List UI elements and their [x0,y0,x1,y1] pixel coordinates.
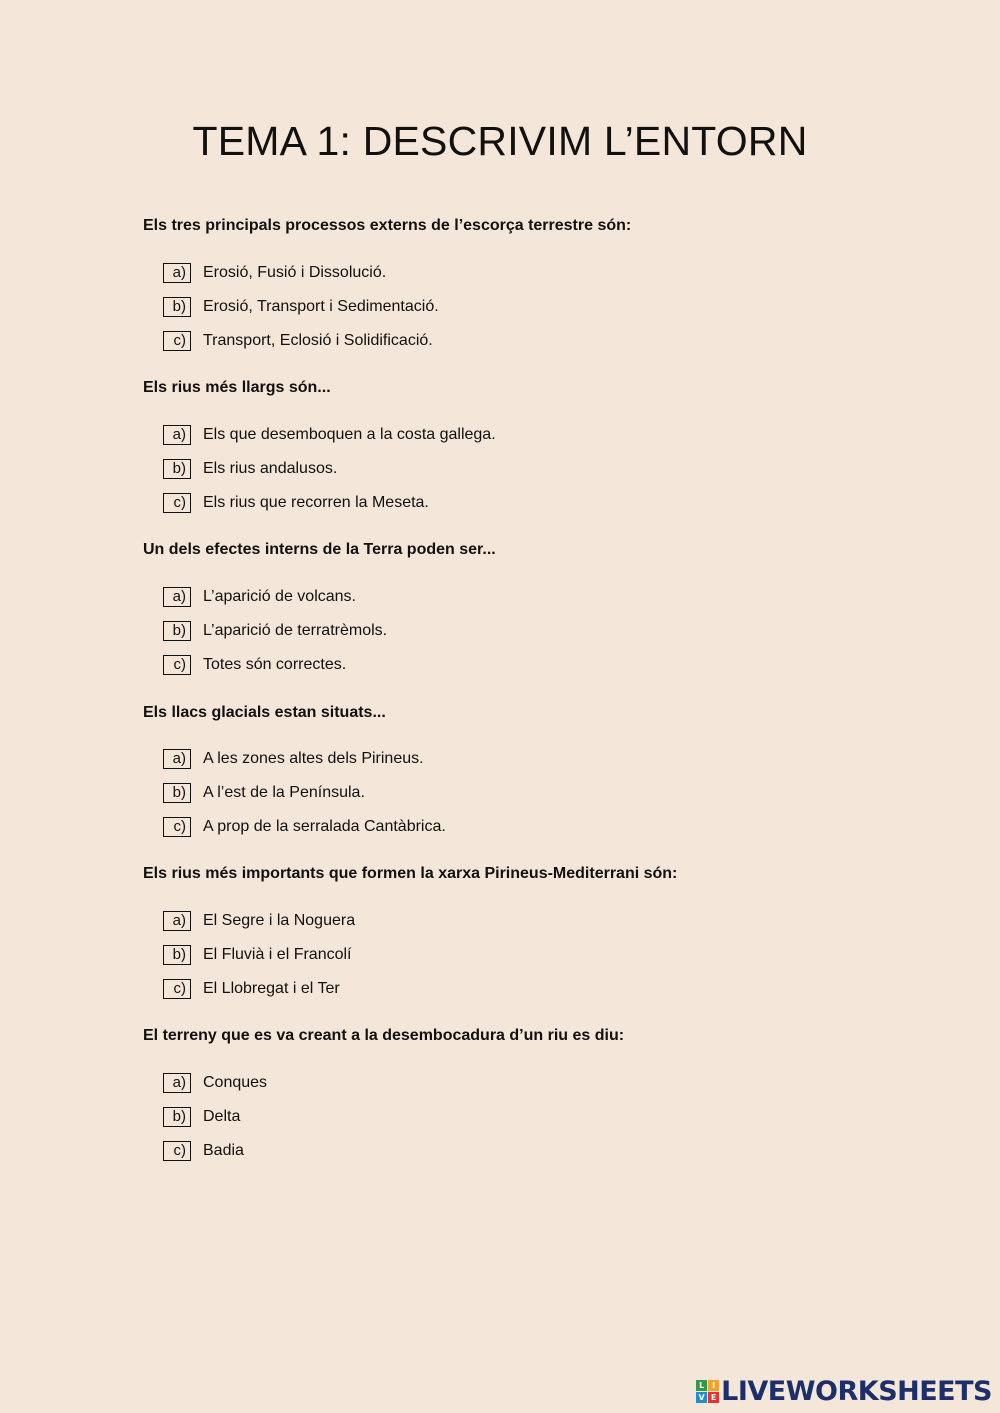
question-4: Els llacs glacials estan situats... [143,704,386,721]
logo-mark-l: L [696,1380,707,1391]
answer-box[interactable]: a) [163,263,191,283]
answer-box[interactable]: a) [163,587,191,607]
answer-box[interactable]: c) [163,979,191,999]
option-text: Els rius andalusos. [203,460,338,477]
answer-box[interactable]: b) [163,1107,191,1127]
option-text: Els rius que recorren la Meseta. [203,494,429,511]
question-6: El terreny que es va creant a la desembocadura d’un riu es diu: [143,1027,625,1044]
option-text: Badia [203,1142,244,1159]
option-text: L’aparició de terratrèmols. [203,622,388,639]
option-text: Transport, Eclosió i Solidificació. [203,332,433,349]
q3-option-b [163,619,387,643]
answer-box[interactable]: a) [163,911,191,931]
option-text: Erosió, Fusió i Dissolució. [203,264,387,281]
option-text: L’aparició de volcans. [203,588,356,605]
option-text: A l’est de la Península. [203,784,365,801]
logo-mark-i: I [708,1380,719,1391]
option-text: El Fluvià i el Francolí [203,946,352,963]
q5-option-b [163,943,352,967]
q2-option-c [163,491,429,515]
q2-option-b [163,457,337,481]
answer-box[interactable]: b) [163,459,191,479]
option-text: Els que desemboquen a la costa gallega. [203,426,496,443]
answer-box[interactable]: c) [163,493,191,513]
option-text: Delta [203,1108,241,1125]
answer-box[interactable]: a) [163,749,191,769]
q6-option-b [163,1105,240,1129]
q4-option-b [163,781,365,805]
question-5: Els rius més importants que formen la xarxa Pirineus-Mediterrani són: [143,865,678,882]
q4-option-a [163,747,424,771]
q5-option-c [163,977,340,1001]
option-text: Conques [203,1074,268,1091]
answer-box[interactable]: c) [163,817,191,837]
answer-box[interactable]: b) [163,621,191,641]
logo-mark-v: V [696,1392,707,1403]
answer-box[interactable]: b) [163,783,191,803]
q3-option-a [163,585,356,609]
q5-option-a [163,909,355,933]
answer-box[interactable]: a) [163,425,191,445]
question-1: Els tres principals processos externs de l’escorça terrestre són: [143,217,632,234]
option-text: A prop de la serralada Cantàbrica. [203,818,446,835]
q3-option-c [163,653,346,677]
option-text: El Llobregat i el Ter [203,980,340,997]
page-title: TEMA 1: DESCRIVIM L’ENTORN [192,118,808,164]
answer-box[interactable]: b) [163,297,191,317]
logo-text: LIVEWORKSHEETS [721,1376,992,1407]
liveworksheets-logo-icon [696,1380,719,1403]
q4-option-c [163,815,446,839]
question-3: Un dels efectes interns de la Terra poden ser... [143,541,496,558]
answer-box[interactable]: c) [163,655,191,675]
q1-option-c [163,329,433,353]
option-text: Erosió, Transport i Sedimentació. [203,298,439,315]
option-text: El Segre i la Noguera [203,912,356,929]
q1-option-b [163,295,439,319]
q6-option-c [163,1139,244,1163]
answer-box[interactable]: c) [163,1141,191,1161]
q2-option-a [163,423,496,447]
option-text: A les zones altes dels Pirineus. [203,750,424,767]
answer-box[interactable]: a) [163,1073,191,1093]
q6-option-a [163,1071,267,1095]
liveworksheets-logo[interactable] [696,1376,992,1407]
question-2: Els rius més llargs són... [143,379,331,396]
option-text: Totes són correctes. [203,656,347,673]
answer-box[interactable]: b) [163,945,191,965]
answer-box[interactable]: c) [163,331,191,351]
q1-option-a [163,261,386,285]
logo-mark-e: E [708,1392,719,1403]
